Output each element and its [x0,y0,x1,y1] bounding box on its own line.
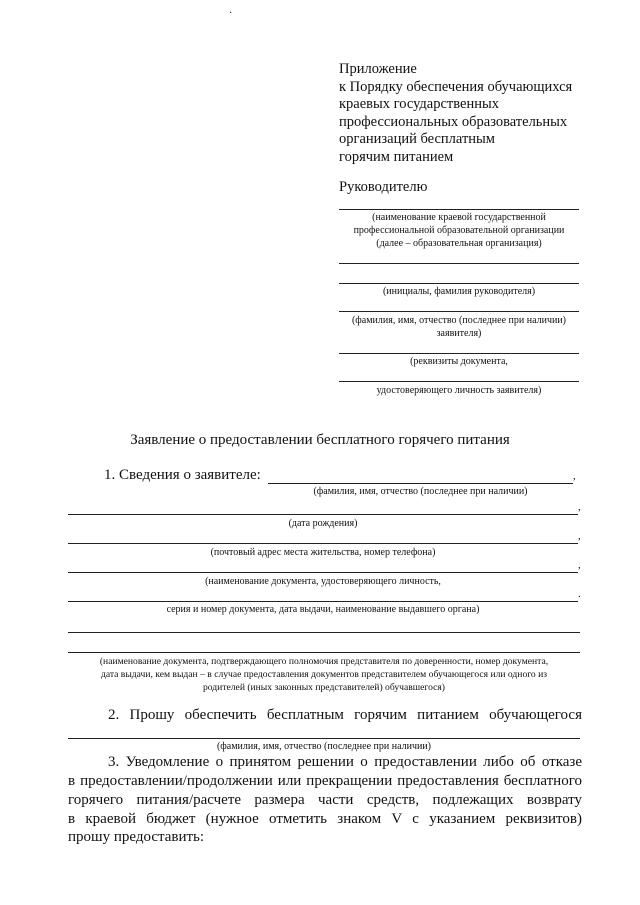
applicant-caption [339,314,579,340]
comma: , [578,501,581,513]
address-field[interactable] [68,572,578,573]
section3-line: в предоставлении/продолжении или прекращении предоставления бесплатного [68,773,582,789]
caption-line: (наименование документа, подтверждающего полномочия представителя по доверенности, номер документа, [99,656,549,667]
comma: , [573,470,576,482]
appendix-line: профессиональных образовательных [339,113,568,130]
id-doc-field[interactable] [68,601,578,602]
comma: , [578,530,581,542]
org-caption [339,211,579,250]
head-name-line[interactable] [339,283,579,284]
address-caption: (почтовый адрес места жительства, номер телефона) [210,547,436,558]
document-title: Заявление о предоставлении бесплатного горячего питания [130,432,510,448]
section3-line: в краевой бюджет (нужное отметить знаком V с указанием реквизитов) [68,811,582,827]
fio-continuation-field[interactable] [68,514,578,515]
applicant-name-line[interactable] [339,311,579,312]
period: . [578,588,581,600]
appendix-header [339,61,572,166]
series-caption: серия и номер документа, дата выдачи, наименование выдавшего органа) [166,604,480,615]
birth-date-field[interactable] [68,543,578,544]
section1-label: 1. Сведения о заявителе: [104,467,261,483]
caption-line: дата выдачи, кем выдан – в случае предоставления документов представителем обучающегося или одного из [100,669,548,680]
student-fio-caption: (фамилия, имя, отчество (последнее при наличии) [216,741,432,752]
caption-line: (наименование краевой государственной [372,212,546,223]
appendix-line: Приложение [339,61,417,77]
doc-details-line[interactable] [339,353,579,354]
student-fio-field[interactable] [68,738,580,739]
org-name-line-2[interactable] [339,263,579,264]
appendix-line: к Порядку обеспечения обучающихся [339,78,573,95]
representative-doc-field[interactable] [68,652,580,653]
scan-mark: · [229,8,233,19]
caption-line: родителей (иных законных представителей) обучавшегося) [202,682,446,693]
id-doc-caption: (наименование документа, удостоверяющего личность, [205,576,441,587]
appendix-line: организаций бесплатным [339,131,495,147]
section3-last-line: прошу предоставить: [68,829,205,845]
org-name-line[interactable] [339,209,579,210]
representative-caption [68,655,580,694]
doc-caption-1: (реквизиты документа, [410,356,508,367]
caption-line: (фамилия, имя, отчество (последнее при наличии) [351,315,567,326]
caption-line: профессиональной образовательной организации [353,225,565,236]
section3-line: 3. Уведомление о принятом решении о предоставлении либо об отказе [108,754,582,770]
birth-caption: (дата рождения) [288,518,358,529]
caption-line: заявителя) [436,328,482,339]
appendix-line: краевых государственных [339,96,499,112]
series-field[interactable] [68,632,580,633]
doc-details-line-2[interactable] [339,381,579,382]
fio-caption: (фамилия, имя, отчество (последнее при наличии) [313,486,528,497]
appendix-line: горячим питанием [339,148,454,165]
section3-line: горячего питания/расчете размера части средств, подлежащих возврату [68,792,582,808]
caption-line: (далее – образовательная организация) [376,238,542,249]
section2-text: 2. Прошу обеспечить бесплатным горячим питанием обучающегося [108,707,582,723]
addressee-label: Руководителю [339,179,428,195]
doc-caption-2: удостоверяющего личность заявителя) [376,385,542,396]
comma: , [578,559,581,571]
applicant-fio-field[interactable] [268,483,573,484]
head-caption: (инициалы, фамилия руководителя) [382,286,536,297]
